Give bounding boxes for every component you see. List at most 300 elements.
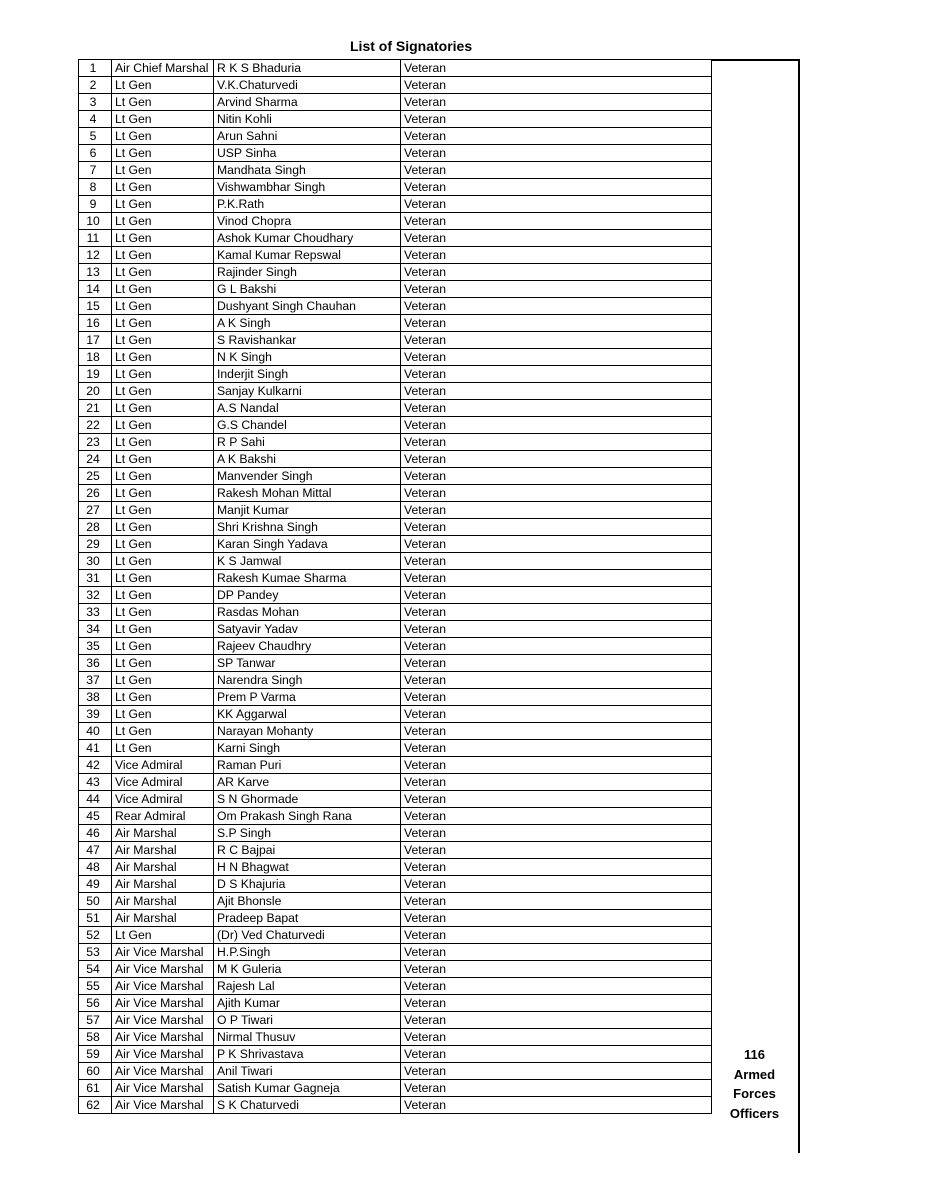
serial-number-cell: 10 (79, 213, 112, 230)
officer-name-cell: Satish Kumar Gagneja (214, 1080, 401, 1097)
serial-number-cell: 13 (79, 264, 112, 281)
serial-number-cell: 2 (79, 77, 112, 94)
officer-name-cell: Manvender Singh (214, 468, 401, 485)
rank-cell: Lt Gen (112, 502, 214, 519)
officer-name-cell: R P Sahi (214, 434, 401, 451)
status-cell: Veteran (401, 672, 712, 689)
status-cell: Veteran (401, 1012, 712, 1029)
serial-number-cell: 48 (79, 859, 112, 876)
serial-number-cell: 36 (79, 655, 112, 672)
serial-number-cell: 23 (79, 434, 112, 451)
officer-name-cell: AR Karve (214, 774, 401, 791)
rank-cell: Lt Gen (112, 111, 214, 128)
serial-number-cell: 29 (79, 536, 112, 553)
officer-name-cell: P K Shrivastava (214, 1046, 401, 1063)
rank-cell: Lt Gen (112, 519, 214, 536)
officer-name-cell: K S Jamwal (214, 553, 401, 570)
serial-number-cell: 55 (79, 978, 112, 995)
status-cell: Veteran (401, 383, 712, 400)
table-row (79, 519, 712, 536)
table-row (79, 774, 712, 791)
table-row (79, 349, 712, 366)
table-row (79, 366, 712, 383)
rank-cell: Lt Gen (112, 740, 214, 757)
rank-cell: Lt Gen (112, 723, 214, 740)
serial-number-cell: 9 (79, 196, 112, 213)
table-row (79, 281, 712, 298)
serial-number-cell: 45 (79, 808, 112, 825)
rank-cell: Lt Gen (112, 587, 214, 604)
rank-cell: Lt Gen (112, 570, 214, 587)
rank-cell: Air Vice Marshal (112, 1029, 214, 1046)
table-row (79, 723, 712, 740)
status-cell: Veteran (401, 519, 712, 536)
table-row (79, 825, 712, 842)
table-row (79, 791, 712, 808)
table-row (79, 570, 712, 587)
table-row (79, 213, 712, 230)
status-cell: Veteran (401, 791, 712, 808)
officer-name-cell: KK Aggarwal (214, 706, 401, 723)
table-row (79, 553, 712, 570)
table-row (79, 757, 712, 774)
serial-number-cell: 57 (79, 1012, 112, 1029)
table-row (79, 264, 712, 281)
officer-name-cell: Ashok Kumar Choudhary (214, 230, 401, 247)
officer-name-cell: R C Bajpai (214, 842, 401, 859)
rank-cell: Air Vice Marshal (112, 995, 214, 1012)
rank-cell: Lt Gen (112, 553, 214, 570)
status-cell: Veteran (401, 553, 712, 570)
status-cell: Veteran (401, 536, 712, 553)
officer-name-cell: DP Pandey (214, 587, 401, 604)
table-row (79, 179, 712, 196)
officer-name-cell: Arun Sahni (214, 128, 401, 145)
rank-cell: Lt Gen (112, 485, 214, 502)
rank-cell: Lt Gen (112, 638, 214, 655)
status-cell: Veteran (401, 757, 712, 774)
table-row (79, 468, 712, 485)
officer-name-cell: USP Sinha (214, 145, 401, 162)
serial-number-cell: 40 (79, 723, 112, 740)
status-cell: Veteran (401, 400, 712, 417)
serial-number-cell: 50 (79, 893, 112, 910)
table-row (79, 400, 712, 417)
serial-number-cell: 7 (79, 162, 112, 179)
status-cell: Veteran (401, 77, 712, 94)
officer-name-cell: Nirmal Thusuv (214, 1029, 401, 1046)
rank-cell: Lt Gen (112, 366, 214, 383)
rank-cell: Lt Gen (112, 451, 214, 468)
status-cell: Veteran (401, 638, 712, 655)
status-cell: Veteran (401, 230, 712, 247)
officer-name-cell: H.P.Singh (214, 944, 401, 961)
status-cell: Veteran (401, 1063, 712, 1080)
table-row (79, 383, 712, 400)
serial-number-cell: 18 (79, 349, 112, 366)
side-note-line: 116 (744, 1047, 765, 1062)
serial-number-cell: 14 (79, 281, 112, 298)
status-cell: Veteran (401, 859, 712, 876)
table-row (79, 1012, 712, 1029)
status-cell: Veteran (401, 944, 712, 961)
rank-cell: Air Marshal (112, 859, 214, 876)
officer-name-cell: Mandhata Singh (214, 162, 401, 179)
rank-cell: Air Marshal (112, 910, 214, 927)
rank-cell: Lt Gen (112, 196, 214, 213)
rank-cell: Lt Gen (112, 927, 214, 944)
serial-number-cell: 47 (79, 842, 112, 859)
officer-name-cell: Rajinder Singh (214, 264, 401, 281)
status-cell: Veteran (401, 162, 712, 179)
officer-name-cell: Kamal Kumar Repswal (214, 247, 401, 264)
officer-name-cell: N K Singh (214, 349, 401, 366)
table-row (79, 128, 712, 145)
side-note-line: Officers (729, 1105, 780, 1121)
rank-cell: Vice Admiral (112, 791, 214, 808)
table-row (79, 247, 712, 264)
rank-cell: Vice Admiral (112, 757, 214, 774)
status-cell: Veteran (401, 842, 712, 859)
status-cell: Veteran (401, 179, 712, 196)
rank-cell: Lt Gen (112, 417, 214, 434)
serial-number-cell: 44 (79, 791, 112, 808)
serial-number-cell: 61 (79, 1080, 112, 1097)
rank-cell: Lt Gen (112, 706, 214, 723)
table-row (79, 740, 712, 757)
serial-number-cell: 12 (79, 247, 112, 264)
officer-name-cell: S K Chaturvedi (214, 1097, 401, 1114)
status-cell: Veteran (401, 315, 712, 332)
officer-name-cell: Rakesh Kumae Sharma (214, 570, 401, 587)
officer-name-cell: Dushyant Singh Chauhan (214, 298, 401, 315)
status-cell: Veteran (401, 961, 712, 978)
officer-name-cell: Rasdas Mohan (214, 604, 401, 621)
rank-cell: Lt Gen (112, 145, 214, 162)
officer-name-cell: Rakesh Mohan Mittal (214, 485, 401, 502)
status-cell: Veteran (401, 366, 712, 383)
signatories-table-body (79, 60, 712, 1114)
table-row (79, 842, 712, 859)
table-row (79, 893, 712, 910)
serial-number-cell: 4 (79, 111, 112, 128)
rank-cell: Lt Gen (112, 604, 214, 621)
table-row (79, 332, 712, 349)
side-note-line: Armed (733, 1066, 776, 1082)
serial-number-cell: 28 (79, 519, 112, 536)
status-cell: Veteran (401, 927, 712, 944)
rank-cell: Air Vice Marshal (112, 961, 214, 978)
status-cell: Veteran (401, 978, 712, 995)
rank-cell: Lt Gen (112, 128, 214, 145)
rank-cell: Lt Gen (112, 400, 214, 417)
serial-number-cell: 37 (79, 672, 112, 689)
serial-number-cell: 24 (79, 451, 112, 468)
serial-number-cell: 32 (79, 587, 112, 604)
rank-cell: Lt Gen (112, 689, 214, 706)
serial-number-cell: 42 (79, 757, 112, 774)
serial-number-cell: 53 (79, 944, 112, 961)
status-cell: Veteran (401, 740, 712, 757)
rank-cell: Air Vice Marshal (112, 1012, 214, 1029)
status-cell: Veteran (401, 570, 712, 587)
table-row (79, 502, 712, 519)
rank-cell: Air Marshal (112, 825, 214, 842)
serial-number-cell: 34 (79, 621, 112, 638)
officer-name-cell: Vinod Chopra (214, 213, 401, 230)
officer-name-cell: A K Singh (214, 315, 401, 332)
rank-cell: Lt Gen (112, 298, 214, 315)
officer-name-cell: Om Prakash Singh Rana (214, 808, 401, 825)
table-row (79, 927, 712, 944)
officer-name-cell: Karan Singh Yadava (214, 536, 401, 553)
rank-cell: Air Vice Marshal (112, 1063, 214, 1080)
table-row (79, 689, 712, 706)
status-cell: Veteran (401, 485, 712, 502)
status-cell: Veteran (401, 604, 712, 621)
serial-number-cell: 25 (79, 468, 112, 485)
status-cell: Veteran (401, 1046, 712, 1063)
rank-cell: Air Marshal (112, 893, 214, 910)
table-row (79, 961, 712, 978)
table-row (79, 196, 712, 213)
table-row (79, 1080, 712, 1097)
officer-name-cell: S N Ghormade (214, 791, 401, 808)
rank-cell: Lt Gen (112, 230, 214, 247)
serial-number-cell: 59 (79, 1046, 112, 1063)
status-cell: Veteran (401, 349, 712, 366)
officer-name-cell: V.K.Chaturvedi (214, 77, 401, 94)
rank-cell: Air Vice Marshal (112, 1097, 214, 1114)
status-cell: Veteran (401, 332, 712, 349)
table-row (79, 1029, 712, 1046)
status-cell: Veteran (401, 706, 712, 723)
rank-cell: Lt Gen (112, 247, 214, 264)
table-row (79, 910, 712, 927)
serial-number-cell: 5 (79, 128, 112, 145)
status-cell: Veteran (401, 774, 712, 791)
officer-name-cell: Manjit Kumar (214, 502, 401, 519)
status-cell: Veteran (401, 621, 712, 638)
status-cell: Veteran (401, 825, 712, 842)
serial-number-cell: 6 (79, 145, 112, 162)
officer-name-cell: O P Tiwari (214, 1012, 401, 1029)
serial-number-cell: 41 (79, 740, 112, 757)
rank-cell: Air Vice Marshal (112, 978, 214, 995)
rank-cell: Lt Gen (112, 434, 214, 451)
officer-name-cell: Ajit Bhonsle (214, 893, 401, 910)
rank-cell: Lt Gen (112, 213, 214, 230)
serial-number-cell: 30 (79, 553, 112, 570)
table-row (79, 536, 712, 553)
document-title: List of Signatories (350, 38, 473, 54)
table-row (79, 876, 712, 893)
table-row (79, 451, 712, 468)
rank-cell: Lt Gen (112, 672, 214, 689)
rank-cell: Lt Gen (112, 281, 214, 298)
serial-number-cell: 15 (79, 298, 112, 315)
serial-number-cell: 51 (79, 910, 112, 927)
serial-number-cell: 35 (79, 638, 112, 655)
status-cell: Veteran (401, 281, 712, 298)
table-row (79, 655, 712, 672)
serial-number-cell: 43 (79, 774, 112, 791)
rank-cell: Lt Gen (112, 162, 214, 179)
table-row (79, 315, 712, 332)
officer-name-cell: A.S Nandal (214, 400, 401, 417)
table-row (79, 230, 712, 247)
status-cell: Veteran (401, 298, 712, 315)
status-cell: Veteran (401, 247, 712, 264)
table-row (79, 944, 712, 961)
serial-number-cell: 56 (79, 995, 112, 1012)
status-cell: Veteran (401, 689, 712, 706)
officer-name-cell: Nitin Kohli (214, 111, 401, 128)
officer-name-cell: M K Guleria (214, 961, 401, 978)
rank-cell: Air Marshal (112, 876, 214, 893)
status-cell: Veteran (401, 1080, 712, 1097)
status-cell: Veteran (401, 893, 712, 910)
officer-name-cell: H N Bhagwat (214, 859, 401, 876)
status-cell: Veteran (401, 1097, 712, 1114)
serial-number-cell: 8 (79, 179, 112, 196)
officers-count-note (711, 1045, 798, 1123)
status-cell: Veteran (401, 451, 712, 468)
status-cell: Veteran (401, 723, 712, 740)
serial-number-cell: 16 (79, 315, 112, 332)
rank-cell: Lt Gen (112, 264, 214, 281)
officer-name-cell: (Dr) Ved Chaturvedi (214, 927, 401, 944)
status-cell: Veteran (401, 502, 712, 519)
officer-name-cell: R K S Bhaduria (214, 60, 401, 77)
rank-cell: Air Marshal (112, 842, 214, 859)
table-row (79, 859, 712, 876)
status-cell: Veteran (401, 655, 712, 672)
table-row (79, 94, 712, 111)
table-row (79, 298, 712, 315)
officer-name-cell: G L Bakshi (214, 281, 401, 298)
status-cell: Veteran (401, 94, 712, 111)
officer-name-cell: D S Khajuria (214, 876, 401, 893)
side-note-line: Forces (733, 1086, 776, 1101)
rank-cell: Lt Gen (112, 383, 214, 400)
serial-number-cell: 38 (79, 689, 112, 706)
status-cell: Veteran (401, 468, 712, 485)
serial-number-cell: 31 (79, 570, 112, 587)
status-cell: Veteran (401, 145, 712, 162)
table-row (79, 1097, 712, 1114)
serial-number-cell: 26 (79, 485, 112, 502)
officer-name-cell: Satyavir Yadav (214, 621, 401, 638)
status-cell: Veteran (401, 111, 712, 128)
status-cell: Veteran (401, 995, 712, 1012)
officer-name-cell: Karni Singh (214, 740, 401, 757)
officer-name-cell: Vishwambhar Singh (214, 179, 401, 196)
serial-number-cell: 11 (79, 230, 112, 247)
officer-name-cell: Shri Krishna Singh (214, 519, 401, 536)
officer-name-cell: P.K.Rath (214, 196, 401, 213)
serial-number-cell: 17 (79, 332, 112, 349)
table-row (79, 978, 712, 995)
table-row (79, 995, 712, 1012)
status-cell: Veteran (401, 196, 712, 213)
serial-number-cell: 49 (79, 876, 112, 893)
serial-number-cell: 1 (79, 60, 112, 77)
rank-cell: Vice Admiral (112, 774, 214, 791)
rank-cell: Lt Gen (112, 94, 214, 111)
serial-number-cell: 58 (79, 1029, 112, 1046)
serial-number-cell: 60 (79, 1063, 112, 1080)
status-cell: Veteran (401, 876, 712, 893)
rank-cell: Air Vice Marshal (112, 1046, 214, 1063)
table-row (79, 808, 712, 825)
serial-number-cell: 54 (79, 961, 112, 978)
officer-name-cell: Anil Tiwari (214, 1063, 401, 1080)
serial-number-cell: 39 (79, 706, 112, 723)
status-cell: Veteran (401, 910, 712, 927)
status-cell: Veteran (401, 434, 712, 451)
status-cell: Veteran (401, 264, 712, 281)
serial-number-cell: 3 (79, 94, 112, 111)
serial-number-cell: 20 (79, 383, 112, 400)
rank-cell: Lt Gen (112, 179, 214, 196)
officer-name-cell: Sanjay Kulkarni (214, 383, 401, 400)
officer-name-cell: Rajesh Lal (214, 978, 401, 995)
officer-name-cell: Arvind Sharma (214, 94, 401, 111)
status-cell: Veteran (401, 587, 712, 604)
officer-name-cell: Ajith Kumar (214, 995, 401, 1012)
officer-name-cell: A K Bakshi (214, 451, 401, 468)
officer-name-cell: SP Tanwar (214, 655, 401, 672)
officer-name-cell: S Ravishankar (214, 332, 401, 349)
rank-cell: Lt Gen (112, 655, 214, 672)
rank-cell: Air Vice Marshal (112, 944, 214, 961)
rank-cell: Lt Gen (112, 536, 214, 553)
rank-cell: Lt Gen (112, 621, 214, 638)
table-row (79, 1063, 712, 1080)
officer-name-cell: Inderjit Singh (214, 366, 401, 383)
status-cell: Veteran (401, 213, 712, 230)
rank-cell: Lt Gen (112, 349, 214, 366)
table-row (79, 706, 712, 723)
officer-name-cell: G.S Chandel (214, 417, 401, 434)
table-row (79, 417, 712, 434)
table-row (79, 621, 712, 638)
table-row (79, 485, 712, 502)
table-row (79, 1046, 712, 1063)
officer-name-cell: Pradeep Bapat (214, 910, 401, 927)
status-cell: Veteran (401, 808, 712, 825)
table-row (79, 587, 712, 604)
serial-number-cell: 22 (79, 417, 112, 434)
serial-number-cell: 21 (79, 400, 112, 417)
table-row (79, 77, 712, 94)
table-row (79, 434, 712, 451)
serial-number-cell: 33 (79, 604, 112, 621)
status-cell: Veteran (401, 128, 712, 145)
status-cell: Veteran (401, 417, 712, 434)
serial-number-cell: 27 (79, 502, 112, 519)
officer-name-cell: Prem P Varma (214, 689, 401, 706)
rank-cell: Air Vice Marshal (112, 1080, 214, 1097)
signatories-table (78, 59, 712, 1114)
rank-cell: Lt Gen (112, 315, 214, 332)
rank-cell: Lt Gen (112, 468, 214, 485)
serial-number-cell: 62 (79, 1097, 112, 1114)
officer-name-cell: S.P Singh (214, 825, 401, 842)
table-row (79, 145, 712, 162)
table-row (79, 672, 712, 689)
